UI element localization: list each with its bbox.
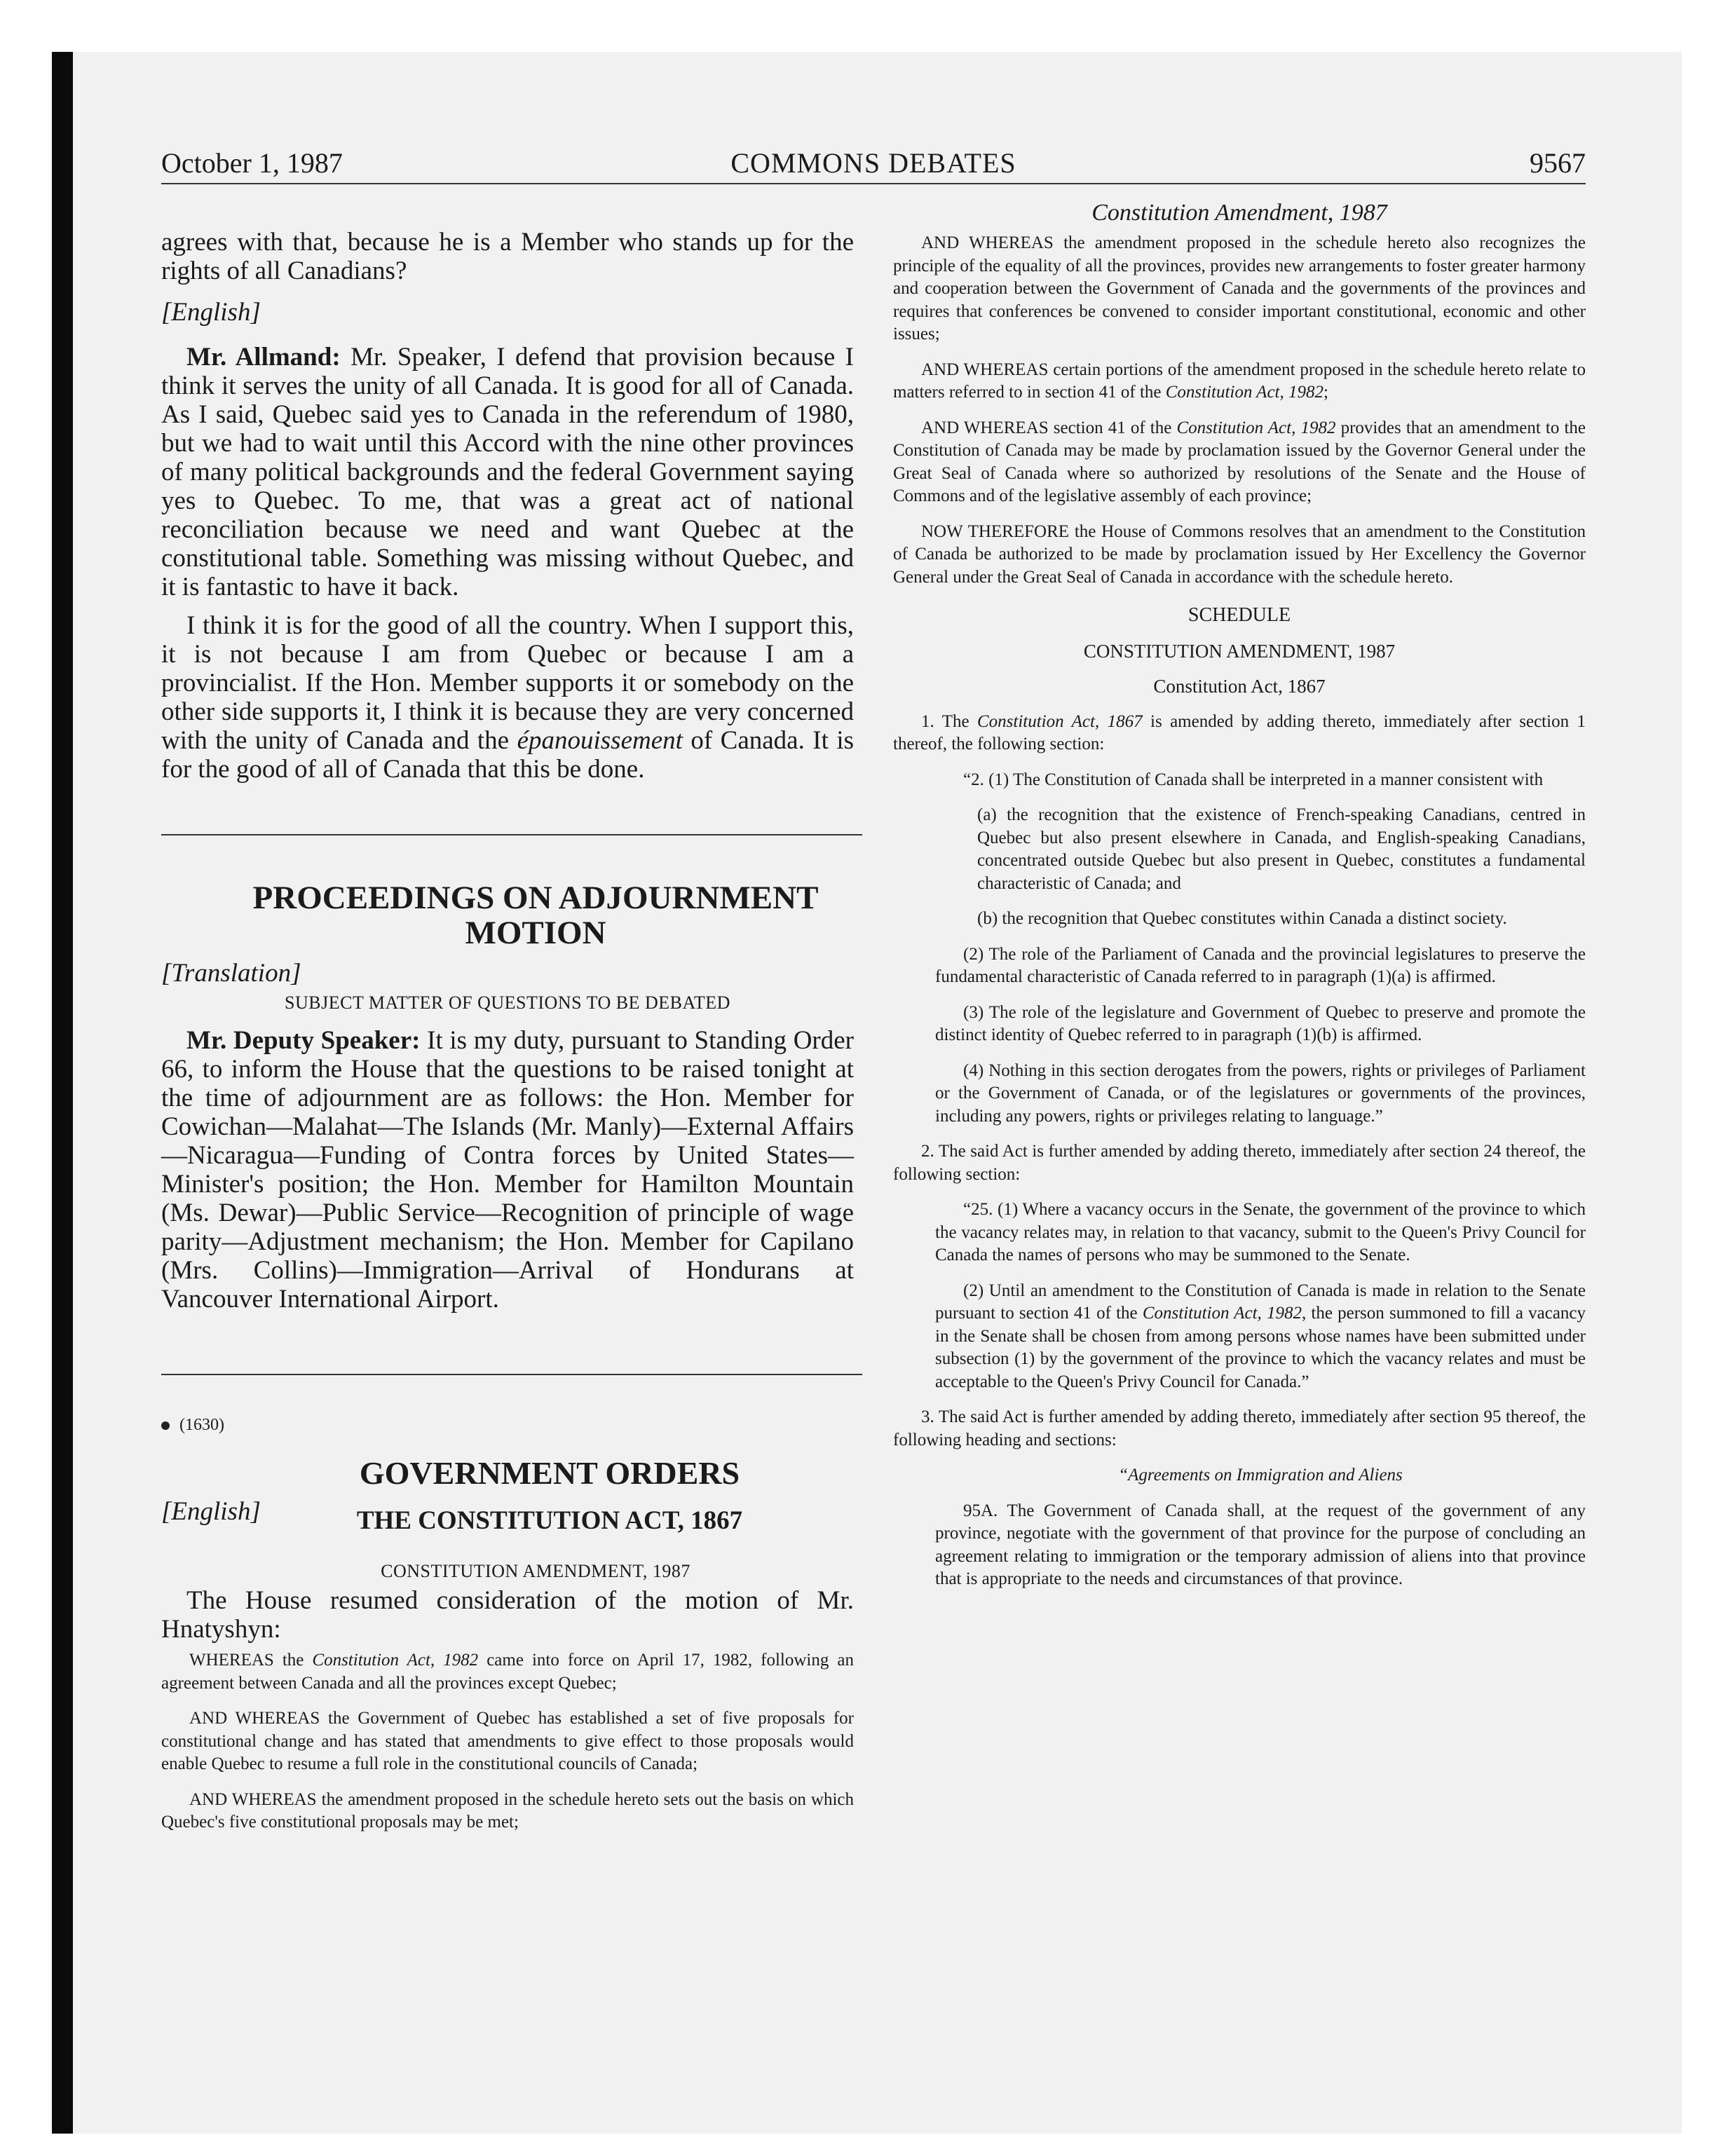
- motion-text: AND WHEREAS the amendment proposed in the schedule hereto sets out the basis on which Quebec's five constitutional proposals may be met;: [161, 1789, 854, 1831]
- clause: [935, 1280, 1586, 1394]
- running-title: Constitution Amendment, 1987: [1091, 200, 1387, 226]
- paragraph: [161, 343, 854, 601]
- paragraph: agrees with that, because he is a Member who stands up for the rights of all Canadians?: [161, 228, 854, 285]
- government-orders-block: [161, 1454, 854, 1536]
- clause: (a) the recognition that the existence of French-speaking Canadians, centred in Quebec but also present elsewhere in Canada, and English-speaking Canadians, concentrated outside Quebec but also present in Quebec, constitutes a fundamental characteristic of Canada; and: [977, 805, 1586, 893]
- header-page-number: 9567: [1530, 147, 1586, 179]
- speech-text: of Canada. It is for the good of all of Canada that this be done.: [161, 726, 855, 784]
- section-divider: [161, 834, 862, 835]
- act-name: Constitution Act, 1982: [1142, 1304, 1302, 1323]
- header-title: COMMONS DEBATES: [730, 147, 1016, 179]
- header-date: October 1, 1987: [161, 147, 343, 179]
- clause-heading: “Agreements on Immigration and Aliens: [1118, 1466, 1403, 1485]
- text: WHEREAS the: [189, 1651, 313, 1670]
- clause: (2) The role of the Parliament of Canada and the provincial legislatures to preserve the fundamental characteristic of Canada referred to in paragraph (1)(a) is affirmed.: [935, 944, 1586, 986]
- paragraph: [161, 611, 854, 784]
- act-name: Constitution Act, 1982: [1165, 383, 1324, 402]
- scan-edge-shadow: [52, 52, 73, 2134]
- text: (2) Until an amendment to the Constitution of Canada is made in relation to the Senate pursuant to section 41 of the: [935, 1281, 1586, 1323]
- clause: (4) Nothing in this section derogates from the powers, rights or privileges of Parliament or the Government of Canada, or of the legislatures or governments of the provinces, including any powers, rights or privileges relating to language.”: [935, 1060, 1586, 1126]
- act-name: Constitution Act, 1867: [977, 711, 1143, 731]
- schedule-section: 2. The said Act is further amended by adding thereto, immediately after section 24 thereof, the following section:: [893, 1142, 1586, 1184]
- timestamp: [161, 1416, 854, 1435]
- proceedings-heading: [161, 880, 854, 950]
- speaker-name: Mr. Deputy Speaker:: [186, 1026, 421, 1055]
- text: , the person summoned to fill a vacancy in the Senate shall be chosen from among persons whose names have been submitted under subsection (1) by the government of the province to which the vacancy relates and must be acceptable to the Queen's Privy Council for Canada.”: [935, 1304, 1586, 1391]
- paragraph: [161, 1026, 854, 1314]
- motion-text: [893, 359, 1586, 404]
- language-marker: [English]: [161, 298, 261, 327]
- left-column: [161, 228, 854, 1847]
- section-heading: GOVERNMENT ORDERS: [359, 1455, 740, 1491]
- clause: 95A. The Government of Canada shall, at the request of the government of any province, negotiate with the government of that province for the purpose of concluding an agreement relating to immigration or the temporary admission of aliens into that province that is appropriate to the needs and circumstances of that province.: [935, 1501, 1586, 1588]
- timestamp-text: (1630): [179, 1416, 224, 1434]
- motion-text: AND WHEREAS the amendment proposed in the schedule hereto also recognizes the principle of the equality of all the provinces, provides new arrangements to foster greater harmony and cooperation between the Government of Canada and the governments of the provinces and requires that conferences be convened to consider important constitutional, economic and other issues;: [893, 233, 1586, 343]
- motion-text: [893, 417, 1586, 508]
- motion-text: AND WHEREAS the Government of Quebec has established a set of five proposals for constitutional change and has stated that amendments to give effect to those proposals would enable Quebec to resume a full role in the constitutional councils of Canada;: [161, 1709, 854, 1773]
- text: AND WHEREAS certain portions of the amendment proposed in the schedule hereto relate to matters referred to in section 41 of the: [893, 360, 1586, 402]
- heading-line: MOTION: [465, 915, 606, 951]
- section-divider: [161, 1374, 862, 1375]
- text: ;: [1324, 383, 1328, 402]
- clause: (b) the recognition that Quebec constitutes within Canada a distinct society.: [977, 909, 1507, 928]
- act-name: Constitution Act, 1982: [1176, 418, 1336, 437]
- schedule-section: 3. The said Act is further amended by adding thereto, immediately after section 95 thereof, the following heading and sections:: [893, 1407, 1586, 1449]
- right-column: [893, 200, 1586, 1604]
- heading-line: PROCEEDINGS ON ADJOURNMENT: [252, 880, 819, 916]
- text: is amended by adding thereto, immediately after section 1 thereof, the following section:: [893, 711, 1586, 753]
- text: provides that an amendment to the Constitution of Canada may be made by proclamation issued by the Governor General under the Great Seal of Canada where so authorized by resolutions of the Senate and the House of Commons and of the legislative assembly of each province;: [893, 418, 1586, 505]
- text: AND WHEREAS section 41 of the: [921, 418, 1177, 437]
- quoted-section-25: [935, 1199, 1586, 1393]
- speech-text: I think it is for the good of all the country. When I support this, it is not because I am from Quebec or because I am a provincialist. If the Hon. Member supports it or somebody on the other side supports it, I think it is because they are very concerned with the unity of Canada and the: [161, 611, 854, 755]
- page-header: [161, 144, 1586, 184]
- motion-text: [161, 1649, 854, 1695]
- act-heading: Constitution Act, 1867: [1153, 676, 1326, 697]
- paragraph: The House resumed consideration of the motion of Mr. Hnatyshyn:: [161, 1586, 854, 1644]
- clause: “25. (1) Where a vacancy occurs in the Senate, the government of the province to which the vacancy relates may, in relation to that vacancy, submit to the Queen's Privy Council for Canada the names of persons who may be summoned to the Senate.: [935, 1200, 1586, 1264]
- subheading: CONSTITUTION AMENDMENT, 1987: [381, 1561, 690, 1581]
- quoted-section-95a: [935, 1464, 1586, 1591]
- subheading: SUBJECT MATTER OF QUESTIONS TO BE DEBATED: [285, 992, 730, 1013]
- language-marker: [English]: [161, 1497, 261, 1526]
- speech-text: It is my duty, pursuant to Standing Order 66, to inform the House that the questions to be raised tonight at the time of adjournment are as follows: the Hon. Member for Cowichan—Malahat—The Islands (Mr. Manly)—External Affairs—Nicaragua—Funding of Contra forces by United States—Minister's position; the Hon. Member for Hamilton Mountain (Ms. Dewar)—Public Service—Recognition of principle of wage parity—Adjustment mechanism; the Hon. Member for Capilano (Mrs. Collins)—Immigration—Arrival of Hondurans at Vancouver International Airport.: [161, 1026, 855, 1314]
- schedule-heading: SCHEDULE: [1188, 604, 1291, 626]
- act-name: Constitution Act, 1982: [312, 1651, 479, 1670]
- motion-text: NOW THEREFORE the House of Commons resolves that an amendment to the Constitution of Canada be authorized to be made by proclamation issued by Her Excellency the Governor General under the Great Seal of Canada in accordance with the schedule hereto.: [893, 521, 1586, 587]
- quoted-section-2: [935, 769, 1586, 1128]
- speaker-name: Mr. Allmand:: [186, 343, 341, 371]
- speech-italic: épanouissement: [517, 726, 683, 755]
- speech-text: Mr. Speaker, I defend that provision because I think it serves the unity of all Canada. It is good for all of Canada. As I said, Quebec said yes to Canada in the referendum of 1980, but we had to wait until this Accord with the nine other provinces of many political backgrounds and the federal Government saying yes to Quebec. To me, that was a great act of national reconciliation because we need and want Quebec at the constitutional table. Something was missing without Quebec, and it is fantastic to have it back.: [161, 343, 854, 601]
- text: 1. The: [921, 711, 977, 731]
- schedule-section: [893, 711, 1586, 756]
- paragraph-list: [977, 804, 1586, 931]
- text: came into force on April 17, 1982, following an agreement between Canada and all the provinces except Quebec;: [161, 1651, 854, 1693]
- page: [161, 144, 1586, 1831]
- clause: (3) The role of the legislature and Government of Quebec to preserve and promote the distinct identity of Quebec referred to in paragraph (1)(b) is affirmed.: [935, 1002, 1586, 1044]
- clause: “2. (1) The Constitution of Canada shall be interpreted in a manner consistent with: [963, 770, 1544, 789]
- language-marker: [Translation]: [161, 959, 301, 988]
- bullet-dot-icon: [161, 1421, 170, 1430]
- amendment-heading: CONSTITUTION AMENDMENT, 1987: [1083, 640, 1396, 662]
- section-subheading: THE CONSTITUTION ACT, 1867: [356, 1506, 743, 1535]
